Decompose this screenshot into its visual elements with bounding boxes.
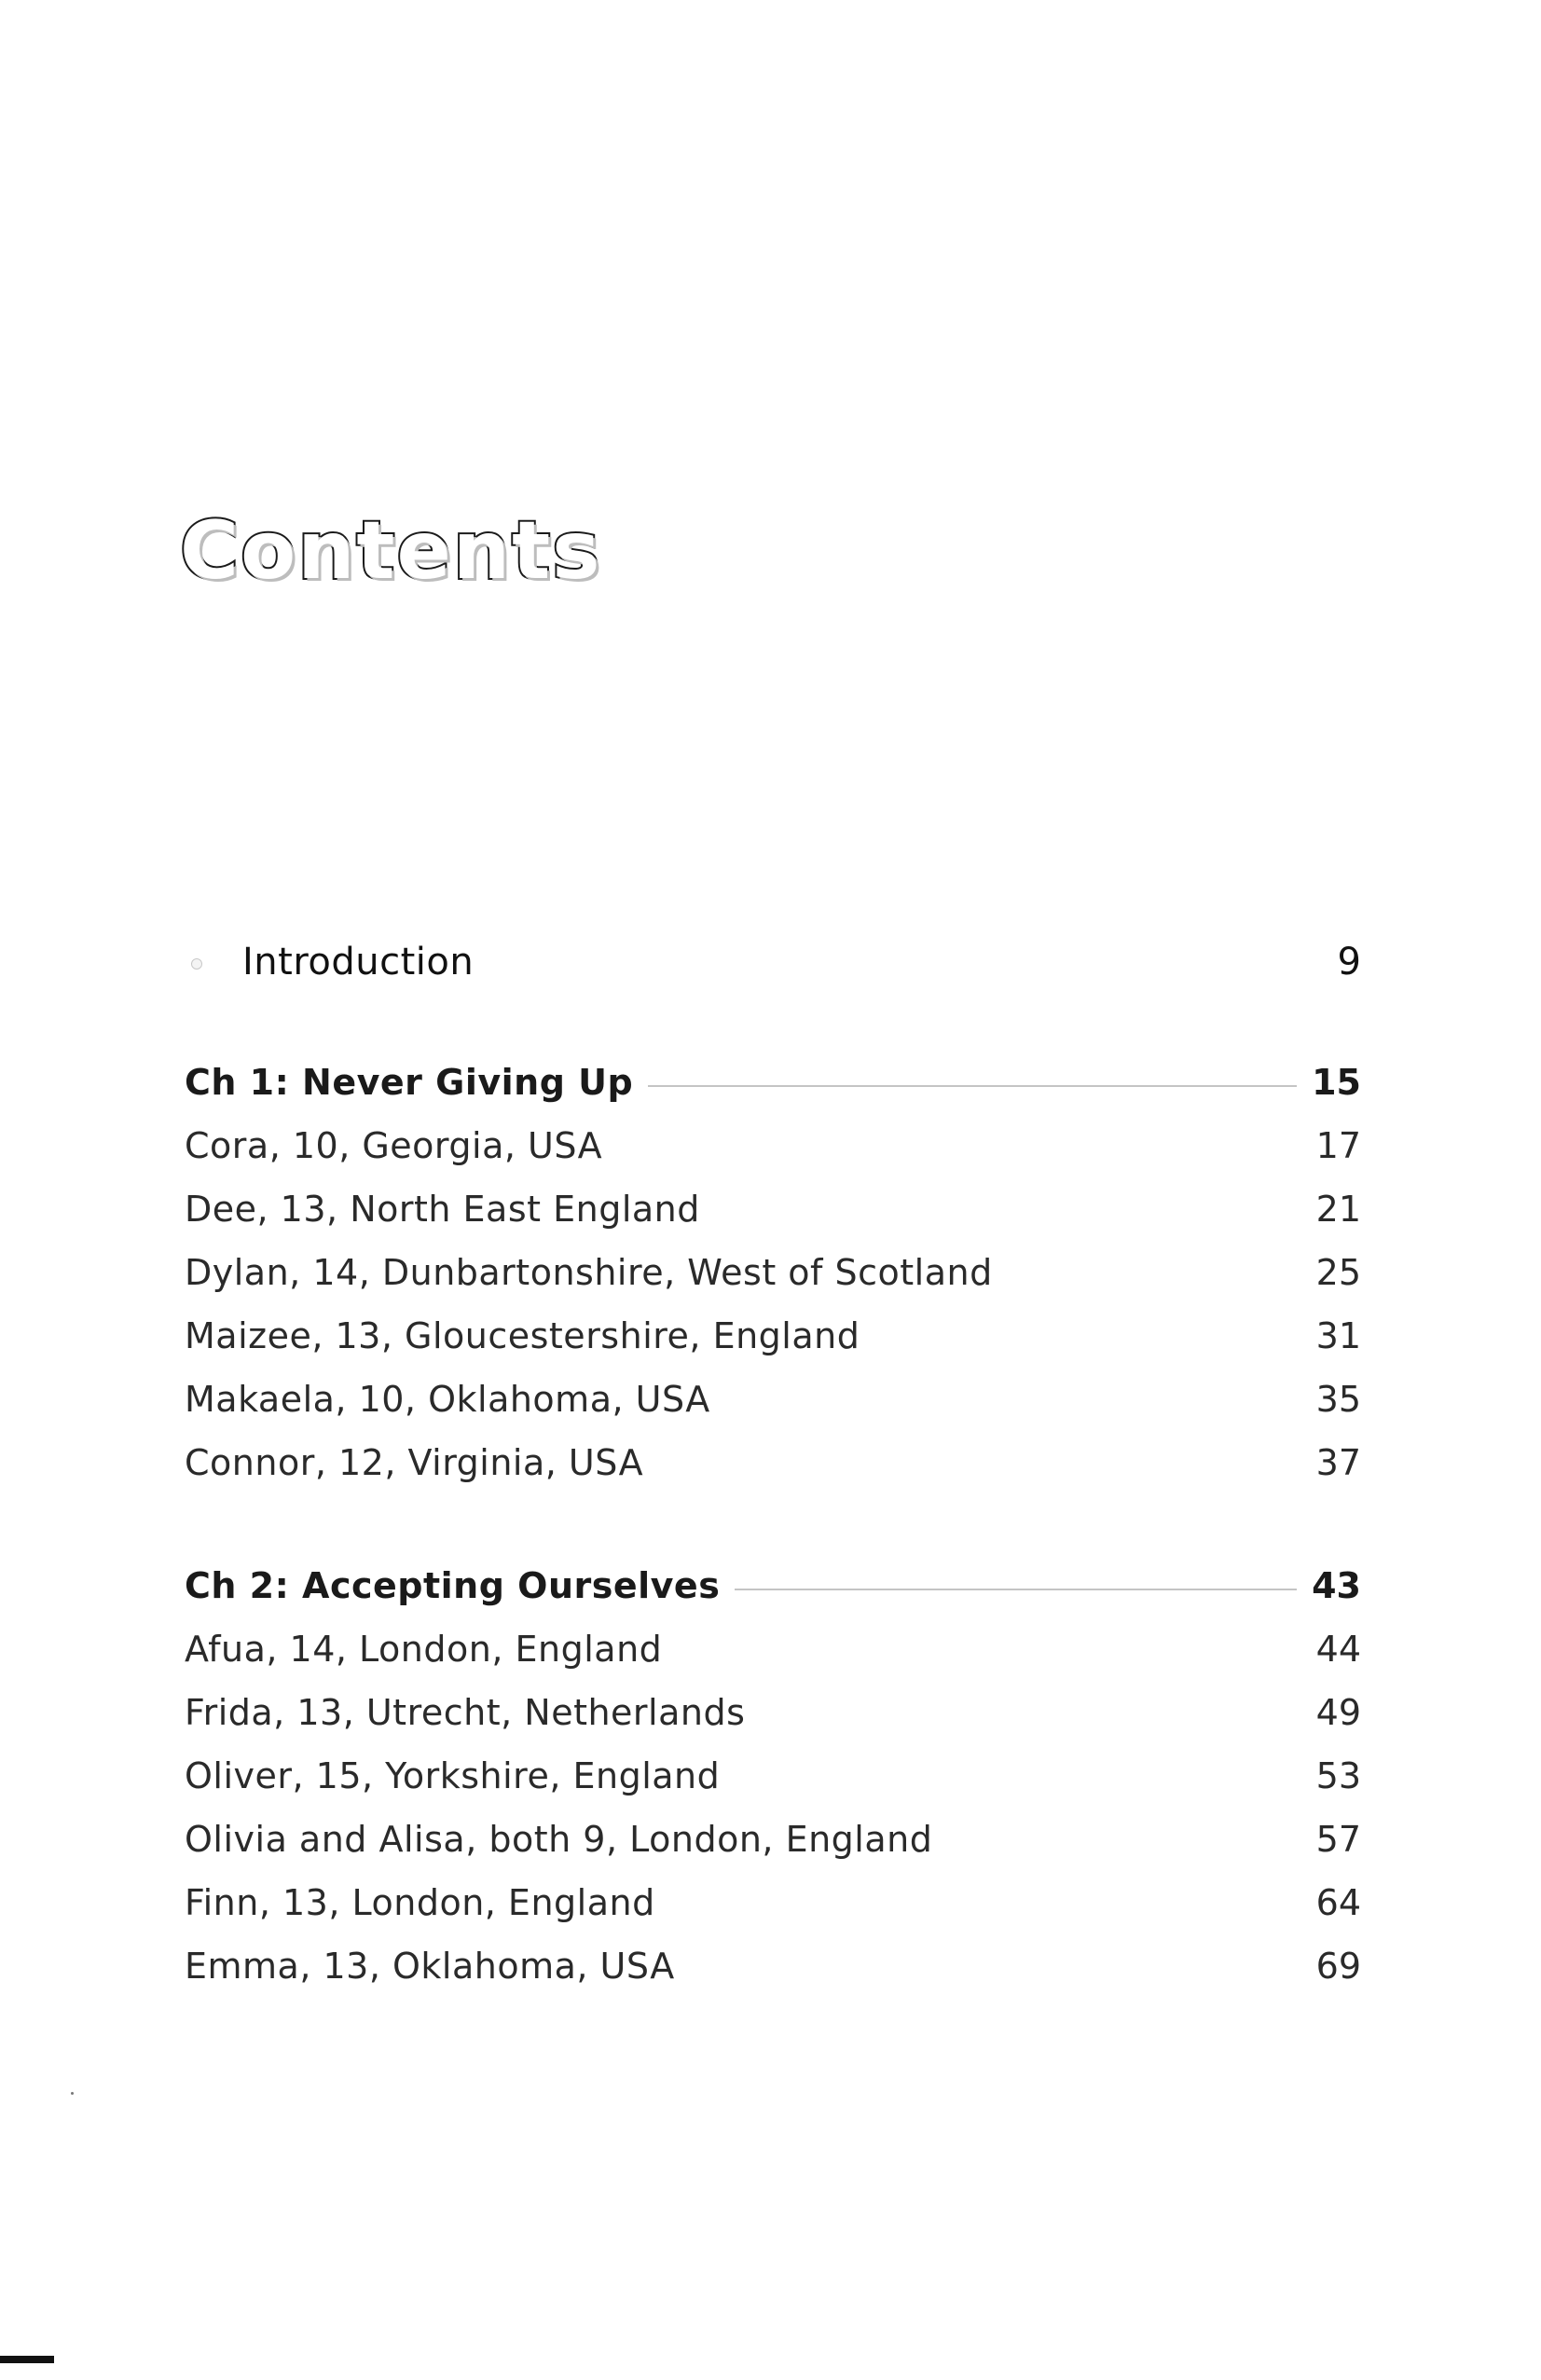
toc-entry-page: 49 <box>1315 1692 1361 1733</box>
toc-entry-label: Makaela, 10, Oklahoma, USA <box>185 1379 710 1420</box>
toc-entry-page: 53 <box>1315 1755 1361 1796</box>
scan-edge-mark <box>0 2356 54 2363</box>
toc-entry[interactable] <box>185 1435 1361 1491</box>
toc-entry-page: 35 <box>1315 1379 1361 1420</box>
chapter-title: Ch 1: Never Giving Up <box>185 1054 648 1110</box>
toc-entry-introduction[interactable] <box>185 934 1361 990</box>
toc-entry-label: Dee, 13, North East England <box>185 1189 700 1230</box>
toc-entry[interactable] <box>185 1748 1361 1804</box>
chapter-title: Ch 2: Accepting Ourselves <box>185 1558 735 1614</box>
toc-entry-page: 17 <box>1315 1125 1361 1166</box>
toc-entry-label: Introduction <box>242 941 475 984</box>
chapter-heading-1[interactable] <box>185 1054 1361 1110</box>
toc-entry[interactable] <box>185 1621 1361 1677</box>
toc-entry-page: 57 <box>1315 1819 1361 1860</box>
toc-entry-label: Finn, 13, London, England <box>185 1882 655 1923</box>
toc-entry[interactable] <box>185 1118 1361 1174</box>
toc-entry-label: Maizee, 13, Gloucestershire, England <box>185 1315 860 1356</box>
page-title: Contents <box>180 504 602 598</box>
toc-entry[interactable] <box>185 1371 1361 1427</box>
toc-entry-page: 69 <box>1315 1946 1361 1987</box>
toc-entry[interactable] <box>185 1181 1361 1237</box>
toc-entry-label: Olivia and Alisa, both 9, London, England <box>185 1819 933 1860</box>
toc-entry-page: 25 <box>1315 1252 1361 1293</box>
toc-entry-page: 21 <box>1315 1189 1361 1230</box>
chapter-page: 15 <box>1297 1054 1361 1110</box>
toc-entry-label: Connor, 12, Virginia, USA <box>185 1442 644 1483</box>
chapter-page: 43 <box>1297 1558 1361 1614</box>
toc-entry-page: 31 <box>1315 1315 1361 1356</box>
toc-entry[interactable] <box>185 1875 1361 1931</box>
toc-entry-label: Emma, 13, Oklahoma, USA <box>185 1946 675 1987</box>
toc-entry-page: 9 <box>1337 941 1361 984</box>
toc-entry-label: Cora, 10, Georgia, USA <box>185 1125 603 1166</box>
toc-entry[interactable] <box>185 1308 1361 1364</box>
toc-entry-label: Dylan, 14, Dunbartonshire, West of Scotland <box>185 1252 993 1293</box>
toc-entry-label: Frida, 13, Utrecht, Netherlands <box>185 1692 746 1733</box>
toc-entry[interactable] <box>185 1938 1361 1994</box>
toc-entry[interactable] <box>185 1685 1361 1740</box>
toc-entry-page: 64 <box>1315 1882 1361 1923</box>
toc-entry-page: 37 <box>1315 1442 1361 1483</box>
toc-entry[interactable] <box>185 1245 1361 1300</box>
scan-speck <box>71 2092 74 2095</box>
chapter-heading-2[interactable] <box>185 1558 1361 1614</box>
toc-entry-label: Afua, 14, London, England <box>185 1629 663 1670</box>
toc-entry-label: Oliver, 15, Yorkshire, England <box>185 1755 721 1796</box>
bullet-icon <box>191 958 202 970</box>
toc-entry-page: 44 <box>1315 1629 1361 1670</box>
toc-entry[interactable] <box>185 1811 1361 1867</box>
